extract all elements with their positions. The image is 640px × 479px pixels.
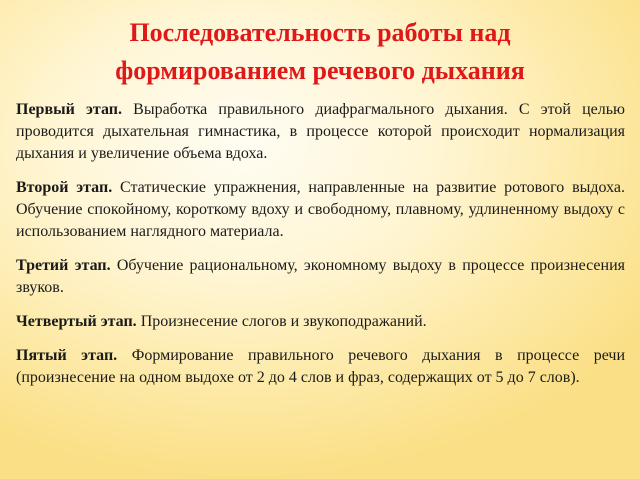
stage-3 [16, 255, 625, 299]
slide-title [0, 14, 640, 90]
stages-list [16, 99, 625, 401]
stage-4-text: Произнесение слогов и звукоподражаний. [140, 313, 427, 330]
stage-2-text: Статические упражнения, направленные на развитие ротового выдоха. Обучение спокойному, короткому вдоху и свободному, плавному, удлиненному выдоху с использованием наглядного материала. [16, 179, 626, 240]
stage-5-heading: Пятый этап. [16, 347, 118, 364]
stage-3-heading: Третий этап. [16, 257, 111, 274]
stage-5 [16, 345, 625, 389]
stage-4-heading: Четвертый этап. [16, 313, 137, 330]
stage-1-text: Выработка правильного диафрагмального дыхания. С этой целью проводится дыхательная гимнастика, в процессе которой происходит нормализация дыхания и увеличение объема вдоха. [16, 101, 625, 162]
stage-4 [16, 311, 625, 333]
slide-title-line-1: Последовательность работы над [129, 18, 511, 47]
stage-1-heading: Первый этап. [16, 101, 122, 118]
stage-1 [16, 99, 625, 165]
stage-5-text: Формирование правильного речевого дыхания в процессе речи (произнесение на одном выдохе от 2 до 4 слов и фраз, содержащих от 5 до 7 слов). [16, 347, 626, 386]
slide-title-line-2: формированием речевого дыхания [115, 56, 525, 85]
stage-3-text: Обучение рациональному, экономному выдоху в процессе произнесения звуков. [16, 257, 625, 296]
stage-2 [16, 177, 625, 243]
stage-2-heading: Второй этап. [16, 179, 113, 196]
